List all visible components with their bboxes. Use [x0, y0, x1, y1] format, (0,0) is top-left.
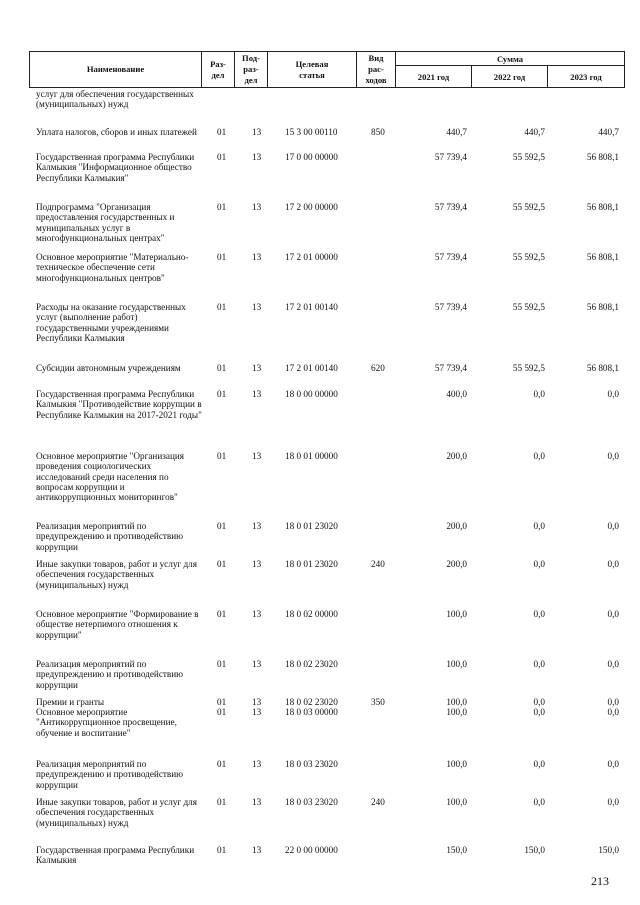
row-section: 01 — [217, 451, 227, 461]
row-name: Реализация мероприятий по предупреждению и противодействию коррупции — [36, 659, 184, 690]
row-sum-2021: 57 739,4 — [434, 363, 467, 373]
row-sum-2023: 0,0 — [607, 659, 619, 669]
table-header — [29, 51, 625, 88]
row-sum-2023: 0,0 — [607, 707, 619, 717]
row-sum-2023: 0,0 — [607, 521, 619, 531]
row-subsection: 13 — [252, 127, 262, 137]
row-subsection: 13 — [252, 659, 262, 669]
row-sum-2022: 0,0 — [533, 759, 545, 769]
row-section: 01 — [217, 559, 227, 569]
row-name: Уплата налогов, сборов и иных платежей — [36, 127, 197, 137]
row-subsection: 13 — [252, 609, 262, 619]
row-sum-2021: 100,0 — [446, 707, 467, 717]
row-sum-2022: 0,0 — [533, 451, 545, 461]
row-target-article: 18 0 03 23020 — [285, 797, 338, 807]
row-subsection: 13 — [252, 797, 262, 807]
row-name: Государственная программа Республики Калмыкия "Информационное общество Республики Калмыкия" — [36, 152, 195, 183]
row-sum-2023: 0,0 — [607, 697, 619, 707]
row-target-article: 17 2 01 00140 — [285, 302, 338, 312]
row-sum-2022: 55 592,5 — [512, 252, 545, 262]
row-subsection: 13 — [252, 707, 262, 717]
row-name: Иные закупки товаров, работ и услуг для обеспечения государственных (муниципальных) нужд — [36, 797, 197, 828]
row-sum-2021: 200,0 — [446, 521, 467, 531]
header-year-2023: 2023 год — [570, 71, 602, 82]
row-sum-2021: 57 739,4 — [434, 252, 467, 262]
row-sum-2022: 0,0 — [533, 707, 545, 717]
row-name: Реализация мероприятий по предупреждению и противодействию коррупции — [36, 521, 184, 552]
row-target-article: 18 0 02 23020 — [285, 659, 338, 669]
row-subsection: 13 — [252, 202, 262, 212]
row-subsection: 13 — [252, 152, 262, 162]
row-sum-2022: 55 592,5 — [512, 202, 545, 212]
row-sum-2023: 440,7 — [598, 127, 619, 137]
row-name: Премии и гранты — [36, 697, 105, 707]
row-sum-2022: 0,0 — [533, 659, 545, 669]
row-target-article: 22 0 00 00000 — [285, 845, 338, 855]
row-sum-2023: 56 808,1 — [586, 152, 619, 162]
row-subsection: 13 — [252, 451, 262, 461]
row-section: 01 — [217, 389, 227, 399]
row-sum-2022: 0,0 — [533, 697, 545, 707]
row-sum-2021: 200,0 — [446, 559, 467, 569]
row-sum-2021: 100,0 — [446, 797, 467, 807]
row-name: Субсидии автономным учреждениям — [36, 363, 181, 373]
row-sum-2022: 55 592,5 — [512, 152, 545, 162]
row-sum-2021: 57 739,4 — [434, 302, 467, 312]
row-sum-2023: 0,0 — [607, 759, 619, 769]
row-sum-2021: 100,0 — [446, 697, 467, 707]
row-name: Государственная программа Республики Калмыкия "Противодействие коррупции в Республике Калмыкия на 2017-2021 годы" — [36, 389, 202, 420]
row-target-article: 18 0 00 00000 — [285, 389, 338, 399]
row-sum-2022: 0,0 — [533, 797, 545, 807]
row-sum-2022: 150,0 — [524, 845, 545, 855]
row-sum-2021: 57 739,4 — [434, 152, 467, 162]
row-sum-2021: 400,0 — [446, 389, 467, 399]
row-section: 01 — [217, 252, 227, 262]
row-target-article: 18 0 01 23020 — [285, 559, 338, 569]
row-name: Подпрограмма "Организация предоставления государственных и муниципальных услуг в многофункциональных центрах" — [36, 202, 175, 243]
row-name: Иные закупки товаров, работ и услуг для обеспечения государственных (муниципальных) нужд — [36, 559, 197, 590]
row-target-article: 15 3 00 00110 — [285, 127, 338, 137]
row-sum-2021: 150,0 — [446, 845, 467, 855]
row-section: 01 — [217, 363, 227, 373]
row-section: 01 — [217, 202, 227, 212]
row-section: 01 — [217, 609, 227, 619]
row-name: Основное мероприятие "Организация проведения социологических исследований среди населения по вопросам коррупции и антикоррупционных мониторингов" — [36, 451, 185, 503]
row-sum-2022: 55 592,5 — [512, 363, 545, 373]
row-target-article: 17 2 01 00000 — [285, 252, 338, 262]
row-target-article: 18 0 01 23020 — [285, 521, 338, 531]
row-subsection: 13 — [252, 559, 262, 569]
row-sum-2023: 0,0 — [607, 609, 619, 619]
row-name: Государственная программа Республики Калмыкия — [36, 845, 195, 866]
row-section: 01 — [217, 697, 227, 707]
row-sum-2021: 100,0 — [446, 759, 467, 769]
row-sum-2023: 150,0 — [598, 845, 619, 855]
row-sum-2023: 56 808,1 — [586, 252, 619, 262]
row-subsection: 13 — [252, 759, 262, 769]
row-subsection: 13 — [252, 302, 262, 312]
row-sum-2023: 56 808,1 — [586, 202, 619, 212]
row-section: 01 — [217, 845, 227, 855]
header-year-2021: 2021 год — [396, 66, 472, 87]
row-section: 01 — [217, 797, 227, 807]
row-expense-type: 620 — [371, 363, 385, 373]
row-sum-2021: 57 739,4 — [434, 202, 467, 212]
header-expense-type: Вид рас- ходов — [357, 52, 396, 87]
row-section: 01 — [217, 152, 227, 162]
row-expense-type: 240 — [371, 559, 385, 569]
row-subsection: 13 — [252, 252, 262, 262]
row-target-article: 17 2 00 00000 — [285, 202, 338, 212]
row-target-article: 18 0 01 00000 — [285, 451, 338, 461]
header-podrazdel: Под- раз- дел — [235, 52, 268, 87]
row-sum-2022: 0,0 — [533, 559, 545, 569]
row-target-article: 18 0 03 23020 — [285, 759, 338, 769]
header-name: Наименование — [30, 52, 202, 87]
row-name: Основное мероприятие "Материально-техническое обеспечение сети многофункциональных центров" — [36, 252, 189, 283]
row-target-article: 17 0 00 00000 — [285, 152, 338, 162]
row-subsection: 13 — [252, 521, 262, 531]
row-name: Основное мероприятие "Антикоррупционное просвещение, обучение и воспитание" — [36, 707, 177, 738]
row-section: 01 — [217, 659, 227, 669]
row-expense-type: 240 — [371, 797, 385, 807]
row-section: 01 — [217, 127, 227, 137]
row-sum-2021: 440,7 — [446, 127, 467, 137]
row-sum-2023: 56 808,1 — [586, 363, 619, 373]
row-subsection: 13 — [252, 363, 262, 373]
row-section: 01 — [217, 759, 227, 769]
row-sum-2022: 0,0 — [533, 389, 545, 399]
row-sum-2023: 0,0 — [607, 451, 619, 461]
row-sum-2022: 0,0 — [533, 521, 545, 531]
row-section: 01 — [217, 521, 227, 531]
header-sum: Сумма — [396, 52, 624, 66]
row-name: услуг для обеспечения государственных (муниципальных) нужд — [36, 89, 194, 110]
header-target-article: Целевая статья — [268, 52, 357, 87]
row-subsection: 13 — [252, 697, 262, 707]
row-expense-type: 350 — [371, 697, 385, 707]
row-name: Расходы на оказание государственных услуг (выполнение работ) государственными учреждениями Республики Калмыкия — [36, 302, 186, 343]
row-sum-2023: 0,0 — [607, 797, 619, 807]
row-sum-2023: 0,0 — [607, 559, 619, 569]
row-sum-2023: 0,0 — [607, 389, 619, 399]
row-sum-2022: 440,7 — [524, 127, 545, 137]
row-sum-2021: 100,0 — [446, 609, 467, 619]
row-expense-type: 850 — [371, 127, 385, 137]
header-razdel: Раз- дел — [202, 52, 235, 87]
header-year-2022: 2022 год — [472, 66, 548, 87]
row-sum-2021: 200,0 — [446, 451, 467, 461]
row-target-article: 18 0 02 23020 — [285, 697, 338, 707]
row-name: Реализация мероприятий по предупреждению и противодействию коррупции — [36, 759, 184, 790]
row-target-article: 18 0 03 00000 — [285, 707, 338, 717]
row-sum-2023: 56 808,1 — [586, 302, 619, 312]
row-name: Основное мероприятие "Формирование в обществе нетерпимого отношения к коррупции" — [36, 609, 199, 640]
row-sum-2022: 55 592,5 — [512, 302, 545, 312]
row-section: 01 — [217, 302, 227, 312]
row-target-article: 18 0 02 00000 — [285, 609, 338, 619]
row-subsection: 13 — [252, 845, 262, 855]
row-section: 01 — [217, 707, 227, 717]
row-sum-2021: 100,0 — [446, 659, 467, 669]
row-target-article: 17 2 01 00140 — [285, 363, 338, 373]
row-subsection: 13 — [252, 389, 262, 399]
page-number: 213 — [591, 874, 609, 888]
row-sum-2022: 0,0 — [533, 609, 545, 619]
